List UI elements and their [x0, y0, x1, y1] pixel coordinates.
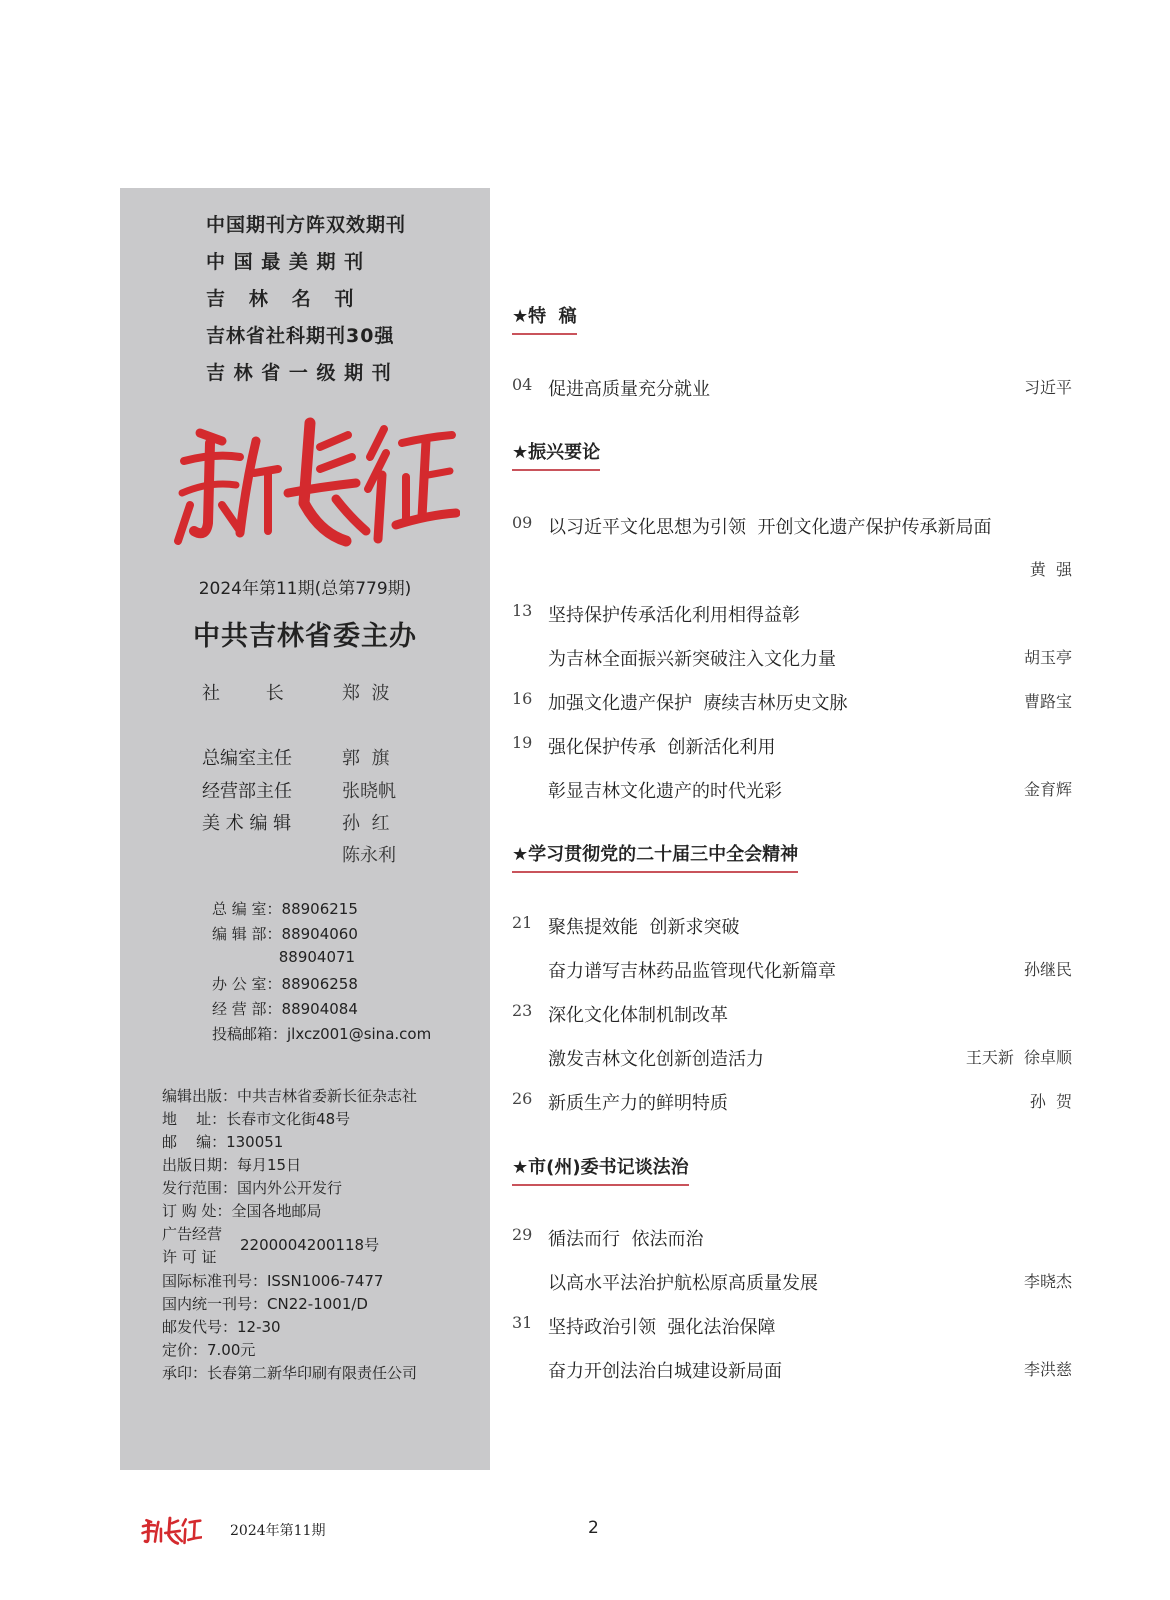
pubinfo-line: 订 购 处：全国各地邮局 [162, 1202, 322, 1220]
toc-page-number: 19 [512, 733, 533, 752]
toc-entry[interactable] [512, 1269, 1072, 1295]
ad-license-number: 2200004200118号 [240, 1236, 380, 1254]
toc-entry[interactable] [512, 957, 1072, 983]
toc-entry[interactable] [512, 513, 1072, 539]
staff-name: 孙 红 [342, 813, 390, 834]
toc-page-number: 31 [512, 1313, 533, 1332]
toc-author: 胡玉亭 [1023, 648, 1072, 667]
pubinfo-line: 发行范围：国内外公开发行 [162, 1179, 343, 1197]
issue-line: 2024年第11期(总第779期) [198, 579, 412, 599]
honor-line: 吉 林 省 一 级 期 刊 [206, 362, 392, 384]
toc-title: 加强文化遗产保护 赓续吉林历史文脉 [548, 693, 848, 714]
toc-entry[interactable] [512, 733, 1072, 759]
honor-line: 中 国 最 美 期 刊 [206, 251, 365, 273]
pubinfo-line: 定价：7.00元 [162, 1341, 256, 1359]
toc-entry[interactable] [512, 689, 1072, 715]
toc-entry[interactable] [512, 375, 1072, 401]
toc-page-number: 23 [512, 1001, 533, 1020]
toc-entry[interactable] [512, 645, 1072, 671]
toc-page-number: 09 [512, 513, 533, 532]
contact-line: 办 公 室：88906258 [212, 975, 358, 993]
staff-label: 总编室主任 [202, 748, 292, 769]
toc-title: 新质生产力的鲜明特质 [548, 1093, 728, 1114]
toc-author: 孙 贺 [1029, 1092, 1072, 1111]
toc-author: 孙继民 [1023, 960, 1072, 979]
staff-name: 张晓帆 [342, 781, 396, 802]
contact-line: 编 辑 部：88904060 [212, 925, 358, 943]
toc-page-number: 21 [512, 913, 533, 932]
staff-name: 郑 波 [342, 683, 390, 704]
toc-title: 激发吉林文化创新创造活力 [548, 1049, 764, 1070]
toc-page-number: 16 [512, 689, 533, 708]
toc-entry[interactable] [512, 777, 1072, 803]
sponsor-line: 中共吉林省委主办 [193, 621, 417, 652]
toc-title: 以高水平法治护航松原高质量发展 [548, 1273, 818, 1294]
toc-entry[interactable] [512, 1357, 1072, 1383]
toc-entry[interactable] [512, 1045, 1072, 1071]
toc-entry[interactable] [512, 913, 1072, 939]
pubinfo-line: 出版日期：每月15日 [162, 1156, 302, 1174]
toc-title: 强化保护传承 创新活化利用 [548, 737, 776, 758]
toc-entry[interactable] [512, 1001, 1072, 1027]
toc-section-heading: ★振兴要论 [512, 438, 600, 471]
honor-line: 吉 林 名 刊 [206, 288, 355, 310]
toc-title: 循法而行 依法而治 [548, 1229, 704, 1250]
toc-author: 王天新 徐卓顺 [965, 1048, 1072, 1067]
pubinfo-line: 邮 编：130051 [162, 1133, 284, 1151]
footer-issue: 2024年第11期 [230, 1523, 326, 1539]
toc-author: 李洪慈 [1023, 1360, 1072, 1379]
pubinfo-line: 国际标准刊号：ISSN1006-7477 [162, 1272, 384, 1290]
toc-author: 李晓杰 [1023, 1272, 1072, 1291]
toc-title: 奋力开创法治白城建设新局面 [548, 1361, 782, 1382]
toc-title: 奋力谱写吉林药品监管现代化新篇章 [548, 961, 836, 982]
footer-logo [140, 1515, 202, 1549]
toc-author: 习近平 [1023, 378, 1072, 397]
toc-entry[interactable] [512, 1089, 1072, 1115]
toc-section-heading: ★学习贯彻党的二十届三中全会精神 [512, 840, 798, 873]
honor-line: 中国期刊方阵双效期刊 [206, 214, 407, 236]
toc-entry[interactable] [512, 557, 1072, 583]
honor-line: 吉林省社科期刊30强 [206, 325, 395, 347]
staff-name: 郭 旗 [342, 748, 390, 769]
pubinfo-line: 承印：长春第二新华印刷有限责任公司 [162, 1364, 418, 1382]
magazine-logo [170, 413, 460, 563]
pubinfo-line: 广告经营 [162, 1225, 223, 1243]
staff-label: 社 长 [202, 683, 284, 704]
pubinfo-line: 地 址：长春市文化街48号 [162, 1110, 351, 1128]
toc-section-heading: ★市(州)委书记谈法治 [512, 1153, 689, 1186]
toc-title: 坚持政治引领 强化法治保障 [548, 1317, 776, 1338]
pubinfo-line: 邮发代号：12-30 [162, 1318, 281, 1336]
toc-title: 以习近平文化思想为引领 开创文化遗产保护传承新局面 [548, 517, 992, 538]
toc-title: 彰显吉林文化遗产的时代光彩 [548, 781, 782, 802]
contact-line: 88904071 [212, 948, 356, 966]
toc-title: 坚持保护传承活化利用相得益彰 [548, 605, 800, 626]
staff-label: 美 术 编 辑 [202, 813, 292, 834]
toc-section-heading: ★特 稿 [512, 302, 577, 335]
staff-name: 陈永利 [342, 845, 396, 866]
toc-page-number: 04 [512, 375, 533, 394]
pubinfo-line: 编辑出版：中共吉林省委新长征杂志社 [162, 1087, 418, 1105]
toc-page-number: 13 [512, 601, 533, 620]
toc-entry[interactable] [512, 1225, 1072, 1251]
toc-title: 为吉林全面振兴新突破注入文化力量 [548, 649, 836, 670]
toc-title: 促进高质量充分就业 [548, 379, 710, 400]
toc-author: 黄 强 [1029, 560, 1072, 579]
toc-page-number: 26 [512, 1089, 533, 1108]
staff-label: 经营部主任 [202, 781, 292, 802]
toc-author: 曹路宝 [1023, 692, 1072, 711]
toc-title: 聚焦提效能 创新求突破 [548, 917, 740, 938]
contact-line: 投稿邮箱：jlxcz001@sina.com [212, 1025, 432, 1043]
toc-entry[interactable] [512, 1313, 1072, 1339]
toc-page-number: 29 [512, 1225, 533, 1244]
contact-line: 总 编 室：88906215 [212, 900, 358, 918]
pubinfo-line: 国内统一刊号：CN22-1001/D [162, 1295, 368, 1313]
masthead-panel [120, 188, 490, 1470]
toc-title: 深化文化体制机制改革 [548, 1005, 728, 1026]
toc-entry[interactable] [512, 601, 1072, 627]
toc-author: 金育辉 [1023, 780, 1072, 799]
pubinfo-line: 许 可 证 [162, 1248, 217, 1266]
page-number: 2 [588, 1518, 599, 1538]
contact-line: 经 营 部：88904084 [212, 1000, 358, 1018]
